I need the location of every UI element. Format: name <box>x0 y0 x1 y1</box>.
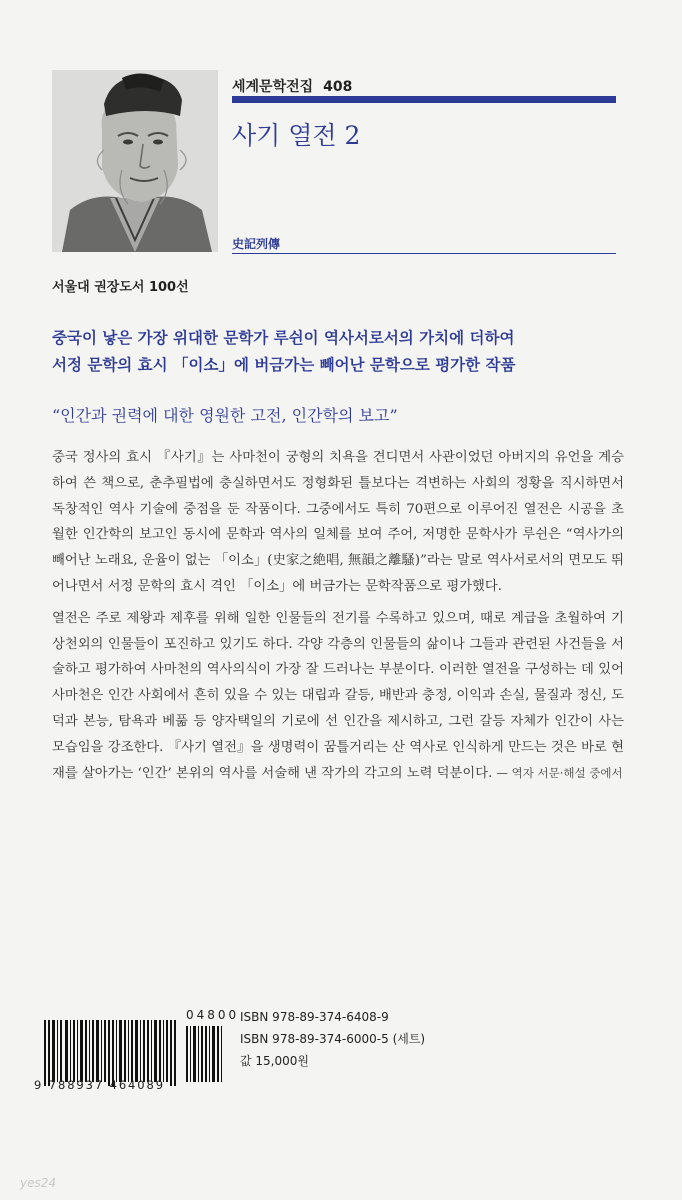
hanja-title: 史記列傳 <box>232 237 281 251</box>
excerpt-source: — 역자 서문·해설 중에서 <box>496 765 623 780</box>
price-label: 값 15,000원 <box>240 1054 309 1068</box>
author-portrait <box>52 70 218 252</box>
headline-line-1: 중국이 낳은 가장 위대한 문학가 루쉰이 역사서로서의 가치에 더하여 <box>52 329 515 347</box>
recommendation-label: 서울대 권장도서 100선 <box>52 280 189 295</box>
book-description <box>52 445 624 786</box>
series-name: 세계문학전집 <box>232 79 314 95</box>
barcode-digits: 9 788937 464089 <box>34 1078 165 1092</box>
isbn-primary: ISBN 978-89-374-6408-9 <box>240 1010 389 1024</box>
barcode-bars-image <box>34 1020 226 1086</box>
headline <box>52 325 515 379</box>
headline-line-2: 서정 문학의 효시 「이소」에 버금가는 빼어난 문학으로 평가한 작품 <box>52 356 516 374</box>
barcode-addon-digits: 04800 <box>186 1008 240 1022</box>
description-paragraph-2-text: 열전은 주로 제왕과 제후를 위해 일한 인물들의 전기를 수록하고 있으며, 때로 계급을 초월하여 기상천외의 인물들이 포진하고 있기도 하다. 각양 각층의 인물들의 삶이나 그들과 관련된 사건들을 서술하고 평가하여 사마천의 역사의식이 가장 잘 드러나는 부분이다. 이러한 열전을 구성하는 데 있어 사마천은 인간 사회에서 흔히 있을 수 있는 대립과 갈등, 배반과 충정, 이익과 손실, 물질과 정신, 도덕과 본능, 탐욕과 베풂 등 양자택일의 기로에 선 인간을 제시하고, 그런 갈등 자체가 인간이 사는 모습임을 강조한다. 『사기 열전』을 생명력이 꿈틀거리는 산 역사로 인식하게 만드는 것은 바로 현재를 살아가는 ‘인간’ 본위의 역사를 서술해 낸 작가의 각고의 노력 덕분이다. <box>52 610 624 781</box>
series-number: 408 <box>323 79 353 95</box>
description-paragraph-2 <box>52 606 624 787</box>
book-title: 사기 열전 2 <box>232 121 361 150</box>
isbn-set: ISBN 978-89-374-6000-5 (세트) <box>240 1032 426 1046</box>
description-paragraph-1: 중국 정사의 효시 『사기』는 사마천이 궁형의 치욕을 견디면서 사관이었던 아버지의 유언을 계승하여 쓴 책으로, 춘추필법에 충실하면서도 정형화된 틀보다는 격변하는 사회의 정황을 직시하면서 독창적인 역사 기술에 중점을 둔 작품이다. 그중에서도 특히 70편으로 이루어진 열전은 시공을 초월한 인간학의 보고인 동시에 문학과 역사의 일체를 보여 주어, 저명한 문학사가 루쉰은 “역사가의 빼어난 노래요, 운율이 없는 「이소」(史家之絶唱, 無韻之離騷)”라는 말로 역사서로서의 면모도 뛰어나면서 서정 문학의 효시 격인 「이소」에 버금가는 문학작품으로 평가했다. <box>52 450 624 594</box>
series-label <box>232 76 352 96</box>
watermark: yes24 <box>20 1176 57 1190</box>
sima-qian-portrait-image <box>52 70 218 252</box>
pull-quote: “인간과 권력에 대한 영원한 고전, 인간학의 보고” <box>52 406 398 425</box>
header-accent-bar <box>232 96 616 103</box>
header-divider <box>232 253 616 254</box>
